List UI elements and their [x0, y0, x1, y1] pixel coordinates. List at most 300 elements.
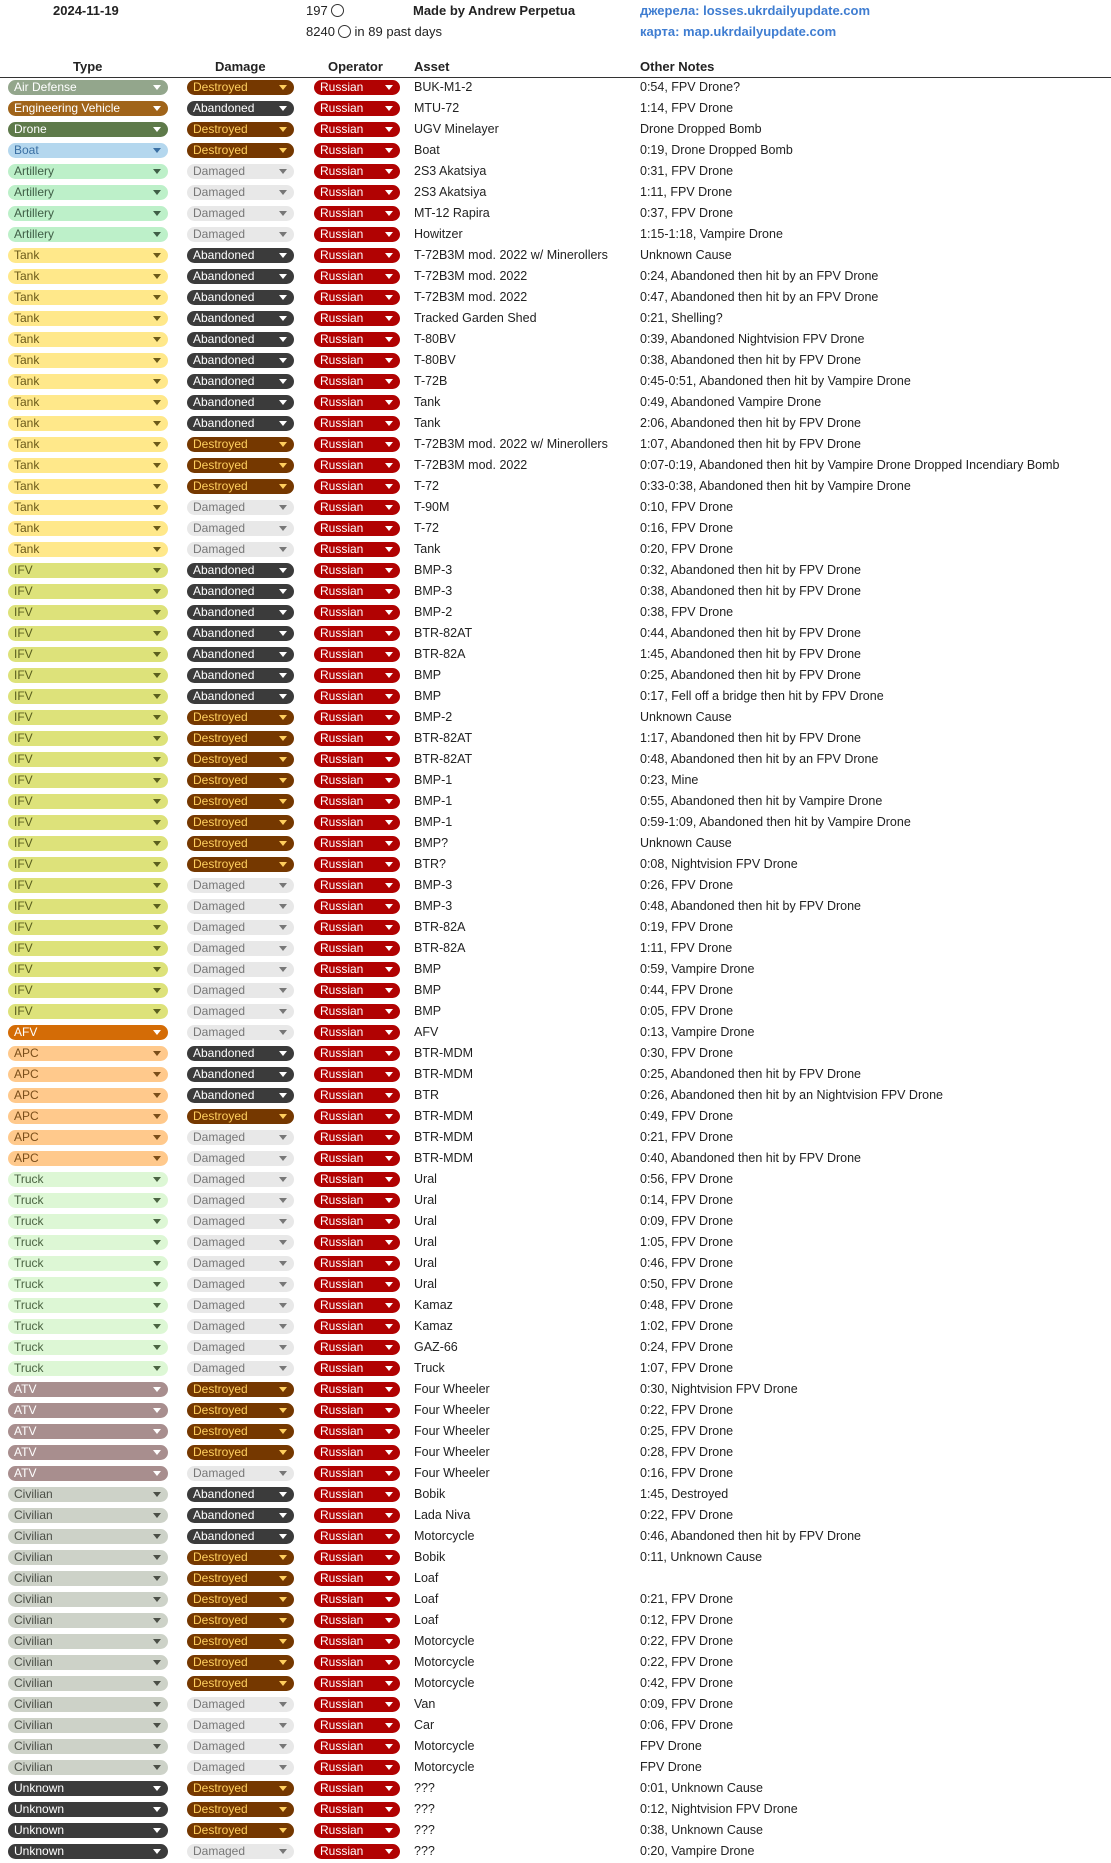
type-dropdown[interactable]: IFV — [8, 878, 168, 893]
type-dropdown[interactable]: Truck — [8, 1319, 168, 1334]
operator-dropdown[interactable]: Russian — [314, 458, 400, 473]
asset-cell[interactable]: BTR-MDM — [414, 1046, 474, 1060]
type-dropdown[interactable]: Civilian — [8, 1508, 168, 1523]
operator-dropdown[interactable]: Russian — [314, 1340, 400, 1355]
asset-cell[interactable]: T-72 — [414, 521, 440, 535]
notes-cell[interactable]: 0:07-0:19, Abandoned then hit by Vampire Drone Dropped Incendiary Bomb — [640, 458, 1060, 472]
type-dropdown[interactable]: IFV — [8, 920, 168, 935]
asset-cell[interactable]: BTR-MDM — [414, 1151, 474, 1165]
damage-dropdown[interactable]: Damaged — [187, 500, 294, 515]
type-dropdown[interactable]: Civilian — [8, 1613, 168, 1628]
notes-cell[interactable]: Unknown Cause — [640, 836, 732, 850]
type-dropdown[interactable]: Tank — [8, 353, 168, 368]
damage-dropdown[interactable]: Destroyed — [187, 1634, 294, 1649]
type-dropdown[interactable]: Truck — [8, 1193, 168, 1208]
operator-dropdown[interactable]: Russian — [314, 1844, 400, 1859]
operator-dropdown[interactable]: Russian — [314, 752, 400, 767]
type-dropdown[interactable]: Civilian — [8, 1697, 168, 1712]
asset-cell[interactable]: BUK-M1-2 — [414, 80, 473, 94]
operator-dropdown[interactable]: Russian — [314, 164, 400, 179]
damage-dropdown[interactable]: Damaged — [187, 542, 294, 557]
asset-cell[interactable]: Ural — [414, 1235, 437, 1249]
asset-cell[interactable]: AFV — [414, 1025, 439, 1039]
asset-cell[interactable]: BTR-82AT — [414, 752, 473, 766]
notes-cell[interactable]: 0:44, FPV Drone — [640, 983, 734, 997]
notes-cell[interactable]: 0:59-1:09, Abandoned then hit by Vampire Drone — [640, 815, 911, 829]
operator-dropdown[interactable]: Russian — [314, 794, 400, 809]
damage-dropdown[interactable]: Damaged — [187, 1172, 294, 1187]
type-dropdown[interactable]: IFV — [8, 899, 168, 914]
notes-cell[interactable]: 0:25, Abandoned then hit by FPV Drone — [640, 668, 861, 682]
operator-dropdown[interactable]: Russian — [314, 1676, 400, 1691]
notes-cell[interactable]: 0:24, Abandoned then hit by an FPV Drone — [640, 269, 879, 283]
operator-dropdown[interactable]: Russian — [314, 1592, 400, 1607]
notes-cell[interactable]: 0:38, Abandoned then hit by FPV Drone — [640, 584, 861, 598]
notes-cell[interactable]: 0:46, Abandoned then hit by FPV Drone — [640, 1529, 861, 1543]
operator-dropdown[interactable]: Russian — [314, 1655, 400, 1670]
damage-dropdown[interactable]: Damaged — [187, 164, 294, 179]
damage-dropdown[interactable]: Abandoned — [187, 290, 294, 305]
asset-cell[interactable]: Ural — [414, 1277, 437, 1291]
type-dropdown[interactable]: Civilian — [8, 1676, 168, 1691]
type-dropdown[interactable]: Tank — [8, 395, 168, 410]
type-dropdown[interactable]: Artillery — [8, 164, 168, 179]
notes-cell[interactable]: 0:39, Abandoned Nightvision FPV Drone — [640, 332, 865, 346]
type-dropdown[interactable]: Civilian — [8, 1592, 168, 1607]
notes-cell[interactable]: 0:54, FPV Drone? — [640, 80, 741, 94]
type-dropdown[interactable]: ATV — [8, 1466, 168, 1481]
damage-dropdown[interactable]: Destroyed — [187, 437, 294, 452]
type-dropdown[interactable]: IFV — [8, 647, 168, 662]
operator-dropdown[interactable]: Russian — [314, 1424, 400, 1439]
operator-dropdown[interactable]: Russian — [314, 1298, 400, 1313]
damage-dropdown[interactable]: Damaged — [187, 521, 294, 536]
damage-dropdown[interactable]: Destroyed — [187, 710, 294, 725]
notes-cell[interactable]: 0:20, Vampire Drone — [640, 1844, 755, 1858]
damage-dropdown[interactable]: Destroyed — [187, 1403, 294, 1418]
operator-dropdown[interactable]: Russian — [314, 101, 400, 116]
damage-dropdown[interactable]: Destroyed — [187, 80, 294, 95]
notes-cell[interactable]: 0:22, FPV Drone — [640, 1655, 734, 1669]
notes-cell[interactable]: 0:26, FPV Drone — [640, 878, 734, 892]
damage-dropdown[interactable]: Destroyed — [187, 1613, 294, 1628]
notes-cell[interactable]: 0:48, FPV Drone — [640, 1298, 734, 1312]
damage-dropdown[interactable]: Destroyed — [187, 1571, 294, 1586]
type-dropdown[interactable]: IFV — [8, 857, 168, 872]
type-dropdown[interactable]: IFV — [8, 836, 168, 851]
damage-dropdown[interactable]: Abandoned — [187, 1088, 294, 1103]
type-dropdown[interactable]: Truck — [8, 1256, 168, 1271]
asset-cell[interactable]: Motorcycle — [414, 1634, 475, 1648]
asset-cell[interactable]: Ural — [414, 1256, 437, 1270]
type-dropdown[interactable]: APC — [8, 1046, 168, 1061]
asset-cell[interactable]: BMP-2 — [414, 605, 453, 619]
type-dropdown[interactable]: Artillery — [8, 227, 168, 242]
asset-cell[interactable]: ??? — [414, 1844, 435, 1858]
notes-cell[interactable]: 0:48, Abandoned then hit by an FPV Drone — [640, 752, 879, 766]
asset-cell[interactable]: MTU-72 — [414, 101, 460, 115]
type-dropdown[interactable]: IFV — [8, 1004, 168, 1019]
asset-cell[interactable]: BMP-3 — [414, 878, 453, 892]
damage-dropdown[interactable]: Abandoned — [187, 374, 294, 389]
operator-dropdown[interactable]: Russian — [314, 920, 400, 935]
damage-dropdown[interactable]: Abandoned — [187, 668, 294, 683]
operator-dropdown[interactable]: Russian — [314, 899, 400, 914]
notes-cell[interactable]: 0:49, FPV Drone — [640, 1109, 734, 1123]
operator-dropdown[interactable]: Russian — [314, 1739, 400, 1754]
operator-dropdown[interactable]: Russian — [314, 1361, 400, 1376]
operator-dropdown[interactable]: Russian — [314, 185, 400, 200]
type-dropdown[interactable]: IFV — [8, 773, 168, 788]
notes-cell[interactable]: 0:37, FPV Drone — [640, 206, 734, 220]
operator-dropdown[interactable]: Russian — [314, 983, 400, 998]
operator-dropdown[interactable]: Russian — [314, 206, 400, 221]
operator-dropdown[interactable]: Russian — [314, 731, 400, 746]
type-dropdown[interactable]: Unknown — [8, 1802, 168, 1817]
damage-dropdown[interactable]: Damaged — [187, 1151, 294, 1166]
notes-cell[interactable]: 0:09, FPV Drone — [640, 1214, 734, 1228]
notes-cell[interactable]: 1:11, FPV Drone — [640, 185, 733, 199]
damage-dropdown[interactable]: Damaged — [187, 1361, 294, 1376]
asset-cell[interactable]: Tank — [414, 416, 441, 430]
type-dropdown[interactable]: IFV — [8, 962, 168, 977]
asset-cell[interactable]: T-72B3M mod. 2022 — [414, 290, 528, 304]
operator-dropdown[interactable]: Russian — [314, 1697, 400, 1712]
damage-dropdown[interactable]: Damaged — [187, 1004, 294, 1019]
damage-dropdown[interactable]: Damaged — [187, 227, 294, 242]
asset-cell[interactable]: MT-12 Rapira — [414, 206, 490, 220]
asset-cell[interactable]: Four Wheeler — [414, 1424, 490, 1438]
notes-cell[interactable]: 0:40, Abandoned then hit by FPV Drone — [640, 1151, 861, 1165]
type-dropdown[interactable]: IFV — [8, 668, 168, 683]
notes-cell[interactable]: 0:44, Abandoned then hit by FPV Drone — [640, 626, 861, 640]
damage-dropdown[interactable]: Abandoned — [187, 1529, 294, 1544]
notes-cell[interactable]: 0:21, FPV Drone — [640, 1130, 734, 1144]
asset-cell[interactable]: BMP-1 — [414, 815, 453, 829]
damage-dropdown[interactable]: Destroyed — [187, 1382, 294, 1397]
damage-dropdown[interactable]: Abandoned — [187, 605, 294, 620]
notes-cell[interactable]: 0:26, Abandoned then hit by an Nightvision FPV Drone — [640, 1088, 943, 1102]
damage-dropdown[interactable]: Damaged — [187, 1235, 294, 1250]
operator-dropdown[interactable]: Russian — [314, 1277, 400, 1292]
operator-dropdown[interactable]: Russian — [314, 1193, 400, 1208]
asset-cell[interactable]: BTR — [414, 1088, 439, 1102]
notes-cell[interactable]: 0:06, FPV Drone — [640, 1718, 734, 1732]
operator-dropdown[interactable]: Russian — [314, 416, 400, 431]
type-dropdown[interactable]: Civilian — [8, 1760, 168, 1775]
operator-dropdown[interactable]: Russian — [314, 689, 400, 704]
damage-dropdown[interactable]: Abandoned — [187, 689, 294, 704]
operator-dropdown[interactable]: Russian — [314, 1256, 400, 1271]
damage-dropdown[interactable]: Abandoned — [187, 647, 294, 662]
notes-cell[interactable]: 1:02, FPV Drone — [640, 1319, 734, 1333]
asset-cell[interactable]: Motorcycle — [414, 1760, 475, 1774]
type-dropdown[interactable]: Unknown — [8, 1844, 168, 1859]
type-dropdown[interactable]: Tank — [8, 290, 168, 305]
damage-dropdown[interactable]: Damaged — [187, 1760, 294, 1775]
sources-link[interactable]: джерела: losses.ukrdailyupdate.com — [640, 3, 871, 18]
operator-dropdown[interactable]: Russian — [314, 1088, 400, 1103]
type-dropdown[interactable]: Engineering Vehicle — [8, 101, 168, 116]
operator-dropdown[interactable]: Russian — [314, 815, 400, 830]
notes-cell[interactable]: 0:48, Abandoned then hit by FPV Drone — [640, 899, 861, 913]
type-dropdown[interactable]: Tank — [8, 521, 168, 536]
notes-cell[interactable]: 0:30, Nightvision FPV Drone — [640, 1382, 798, 1396]
notes-cell[interactable]: 0:24, FPV Drone — [640, 1340, 734, 1354]
operator-dropdown[interactable]: Russian — [314, 80, 400, 95]
damage-dropdown[interactable]: Abandoned — [187, 1046, 294, 1061]
asset-cell[interactable]: BTR-MDM — [414, 1067, 474, 1081]
operator-dropdown[interactable]: Russian — [314, 1319, 400, 1334]
type-dropdown[interactable]: IFV — [8, 752, 168, 767]
operator-dropdown[interactable]: Russian — [314, 542, 400, 557]
asset-cell[interactable]: BTR-MDM — [414, 1109, 474, 1123]
asset-cell[interactable]: BMP — [414, 1004, 442, 1018]
notes-cell[interactable]: Unknown Cause — [640, 248, 732, 262]
asset-cell[interactable]: T-80BV — [414, 353, 456, 367]
map-link[interactable]: карта: map.ukrdailyupdate.com — [640, 24, 837, 39]
notes-cell[interactable]: 0:12, Nightvision FPV Drone — [640, 1802, 798, 1816]
type-dropdown[interactable]: Tank — [8, 479, 168, 494]
asset-cell[interactable]: T-72B3M mod. 2022 — [414, 458, 528, 472]
asset-cell[interactable]: BMP — [414, 668, 442, 682]
operator-dropdown[interactable]: Russian — [314, 1403, 400, 1418]
damage-dropdown[interactable]: Damaged — [187, 878, 294, 893]
operator-dropdown[interactable]: Russian — [314, 395, 400, 410]
notes-cell[interactable]: 0:47, Abandoned then hit by an FPV Drone — [640, 290, 879, 304]
type-dropdown[interactable]: APC — [8, 1109, 168, 1124]
operator-dropdown[interactable]: Russian — [314, 1634, 400, 1649]
notes-cell[interactable]: 0:12, FPV Drone — [640, 1613, 734, 1627]
asset-cell[interactable]: GAZ-66 — [414, 1340, 458, 1354]
asset-cell[interactable]: BMP? — [414, 836, 449, 850]
damage-dropdown[interactable]: Destroyed — [187, 857, 294, 872]
damage-dropdown[interactable]: Damaged — [187, 1466, 294, 1481]
damage-dropdown[interactable]: Damaged — [187, 1340, 294, 1355]
damage-dropdown[interactable]: Destroyed — [187, 1592, 294, 1607]
damage-dropdown[interactable]: Destroyed — [187, 752, 294, 767]
notes-cell[interactable]: 1:14, FPV Drone — [640, 101, 734, 115]
damage-dropdown[interactable]: Damaged — [187, 206, 294, 221]
damage-dropdown[interactable]: Abandoned — [187, 395, 294, 410]
type-dropdown[interactable]: Unknown — [8, 1823, 168, 1838]
asset-cell[interactable]: Motorcycle — [414, 1676, 475, 1690]
operator-dropdown[interactable]: Russian — [314, 122, 400, 137]
damage-dropdown[interactable]: Abandoned — [187, 1487, 294, 1502]
type-dropdown[interactable]: Tank — [8, 311, 168, 326]
asset-cell[interactable]: Motorcycle — [414, 1739, 475, 1753]
notes-cell[interactable]: 2:06, Abandoned then hit by FPV Drone — [640, 416, 861, 430]
asset-cell[interactable]: Loaf — [414, 1613, 439, 1627]
asset-cell[interactable]: Motorcycle — [414, 1655, 475, 1669]
type-dropdown[interactable]: Tank — [8, 500, 168, 515]
type-dropdown[interactable]: IFV — [8, 731, 168, 746]
notes-cell[interactable]: 1:07, FPV Drone — [640, 1361, 734, 1375]
asset-cell[interactable]: BMP — [414, 689, 442, 703]
asset-cell[interactable]: BTR-82AT — [414, 626, 473, 640]
operator-dropdown[interactable]: Russian — [314, 878, 400, 893]
operator-dropdown[interactable]: Russian — [314, 1046, 400, 1061]
damage-dropdown[interactable]: Damaged — [187, 983, 294, 998]
asset-cell[interactable]: Four Wheeler — [414, 1403, 490, 1417]
notes-cell[interactable]: FPV Drone — [640, 1739, 702, 1753]
asset-cell[interactable]: BMP — [414, 962, 442, 976]
operator-dropdown[interactable]: Russian — [314, 227, 400, 242]
type-dropdown[interactable]: Civilian — [8, 1487, 168, 1502]
type-dropdown[interactable]: Civilian — [8, 1739, 168, 1754]
type-dropdown[interactable]: APC — [8, 1151, 168, 1166]
asset-cell[interactable]: Ural — [414, 1193, 437, 1207]
damage-dropdown[interactable]: Destroyed — [187, 1823, 294, 1838]
type-dropdown[interactable]: Truck — [8, 1340, 168, 1355]
operator-dropdown[interactable]: Russian — [314, 479, 400, 494]
operator-dropdown[interactable]: Russian — [314, 1508, 400, 1523]
operator-dropdown[interactable]: Russian — [314, 248, 400, 263]
notes-cell[interactable]: 1:11, FPV Drone — [640, 941, 733, 955]
asset-cell[interactable]: Motorcycle — [414, 1529, 475, 1543]
notes-cell[interactable]: 0:22, FPV Drone — [640, 1634, 734, 1648]
asset-cell[interactable]: ??? — [414, 1823, 435, 1837]
operator-dropdown[interactable]: Russian — [314, 1760, 400, 1775]
type-dropdown[interactable]: ATV — [8, 1382, 168, 1397]
notes-cell[interactable]: FPV Drone — [640, 1760, 702, 1774]
notes-cell[interactable]: 0:45-0:51, Abandoned then hit by Vampire Drone — [640, 374, 911, 388]
type-dropdown[interactable]: IFV — [8, 941, 168, 956]
type-dropdown[interactable]: Civilian — [8, 1634, 168, 1649]
type-dropdown[interactable]: Artillery — [8, 206, 168, 221]
damage-dropdown[interactable]: Abandoned — [187, 416, 294, 431]
operator-dropdown[interactable]: Russian — [314, 773, 400, 788]
notes-cell[interactable]: 0:01, Unknown Cause — [640, 1781, 763, 1795]
operator-dropdown[interactable]: Russian — [314, 332, 400, 347]
operator-dropdown[interactable]: Russian — [314, 143, 400, 158]
operator-dropdown[interactable]: Russian — [314, 1235, 400, 1250]
asset-cell[interactable]: 2S3 Akatsiya — [414, 164, 487, 178]
notes-cell[interactable]: 0:38, FPV Drone — [640, 605, 734, 619]
asset-cell[interactable]: Four Wheeler — [414, 1466, 490, 1480]
asset-cell[interactable]: BTR-82A — [414, 920, 466, 934]
type-dropdown[interactable]: IFV — [8, 626, 168, 641]
asset-cell[interactable]: Kamaz — [414, 1319, 453, 1333]
damage-dropdown[interactable]: Abandoned — [187, 1508, 294, 1523]
type-dropdown[interactable]: Tank — [8, 542, 168, 557]
damage-dropdown[interactable]: Damaged — [187, 1718, 294, 1733]
asset-cell[interactable]: ??? — [414, 1781, 435, 1795]
damage-dropdown[interactable]: Damaged — [187, 1697, 294, 1712]
asset-cell[interactable]: T-72B3M mod. 2022 w/ Minerollers — [414, 248, 608, 262]
type-dropdown[interactable]: Boat — [8, 143, 168, 158]
damage-dropdown[interactable]: Damaged — [187, 1319, 294, 1334]
asset-cell[interactable]: BMP-3 — [414, 584, 453, 598]
damage-dropdown[interactable]: Destroyed — [187, 1550, 294, 1565]
asset-cell[interactable]: Lada Niva — [414, 1508, 471, 1522]
type-dropdown[interactable]: ATV — [8, 1424, 168, 1439]
operator-dropdown[interactable]: Russian — [314, 1445, 400, 1460]
asset-cell[interactable]: BTR-82AT — [414, 731, 473, 745]
operator-dropdown[interactable]: Russian — [314, 1571, 400, 1586]
type-dropdown[interactable]: APC — [8, 1088, 168, 1103]
operator-dropdown[interactable]: Russian — [314, 563, 400, 578]
operator-dropdown[interactable]: Russian — [314, 584, 400, 599]
operator-dropdown[interactable]: Russian — [314, 1025, 400, 1040]
type-dropdown[interactable]: Truck — [8, 1235, 168, 1250]
damage-dropdown[interactable]: Abandoned — [187, 269, 294, 284]
notes-cell[interactable]: 0:32, Abandoned then hit by FPV Drone — [640, 563, 861, 577]
operator-dropdown[interactable]: Russian — [314, 1151, 400, 1166]
asset-cell[interactable]: BTR-82A — [414, 941, 466, 955]
asset-cell[interactable]: Four Wheeler — [414, 1382, 490, 1396]
notes-cell[interactable]: 0:25, FPV Drone — [640, 1424, 734, 1438]
damage-dropdown[interactable]: Damaged — [187, 1739, 294, 1754]
asset-cell[interactable]: Four Wheeler — [414, 1445, 490, 1459]
operator-dropdown[interactable]: Russian — [314, 1004, 400, 1019]
notes-cell[interactable]: 1:45, Abandoned then hit by FPV Drone — [640, 647, 861, 661]
operator-dropdown[interactable]: Russian — [314, 836, 400, 851]
operator-dropdown[interactable]: Russian — [314, 1067, 400, 1082]
operator-dropdown[interactable]: Russian — [314, 374, 400, 389]
operator-dropdown[interactable]: Russian — [314, 941, 400, 956]
asset-cell[interactable]: Truck — [414, 1361, 445, 1375]
type-dropdown[interactable]: IFV — [8, 983, 168, 998]
asset-cell[interactable]: Kamaz — [414, 1298, 453, 1312]
damage-dropdown[interactable]: Abandoned — [187, 1067, 294, 1082]
asset-cell[interactable]: Loaf — [414, 1592, 439, 1606]
type-dropdown[interactable]: Artillery — [8, 185, 168, 200]
asset-cell[interactable]: BMP-3 — [414, 563, 453, 577]
type-dropdown[interactable]: Civilian — [8, 1550, 168, 1565]
notes-cell[interactable]: 0:38, Abandoned then hit by FPV Drone — [640, 353, 861, 367]
notes-cell[interactable]: 0:42, FPV Drone — [640, 1676, 734, 1690]
damage-dropdown[interactable]: Destroyed — [187, 458, 294, 473]
damage-dropdown[interactable]: Destroyed — [187, 815, 294, 830]
damage-dropdown[interactable]: Damaged — [187, 1277, 294, 1292]
type-dropdown[interactable]: IFV — [8, 794, 168, 809]
notes-cell[interactable]: 0:17, Fell off a bridge then hit by FPV Drone — [640, 689, 884, 703]
damage-dropdown[interactable]: Destroyed — [187, 1109, 294, 1124]
operator-dropdown[interactable]: Russian — [314, 290, 400, 305]
type-dropdown[interactable]: Truck — [8, 1361, 168, 1376]
notes-cell[interactable]: 0:14, FPV Drone — [640, 1193, 734, 1207]
type-dropdown[interactable]: Tank — [8, 248, 168, 263]
asset-cell[interactable]: Loaf — [414, 1571, 439, 1585]
asset-cell[interactable]: BMP — [414, 983, 442, 997]
notes-cell[interactable]: 0:55, Abandoned then hit by Vampire Drone — [640, 794, 883, 808]
notes-cell[interactable]: 0:13, Vampire Drone — [640, 1025, 755, 1039]
type-dropdown[interactable]: Civilian — [8, 1571, 168, 1586]
type-dropdown[interactable]: Tank — [8, 437, 168, 452]
damage-dropdown[interactable]: Destroyed — [187, 1445, 294, 1460]
operator-dropdown[interactable]: Russian — [314, 1781, 400, 1796]
operator-dropdown[interactable]: Russian — [314, 626, 400, 641]
notes-cell[interactable]: 1:17, Abandoned then hit by FPV Drone — [640, 731, 861, 745]
notes-cell[interactable]: 1:45, Destroyed — [640, 1487, 729, 1501]
notes-cell[interactable]: 0:21, FPV Drone — [640, 1592, 734, 1606]
type-dropdown[interactable]: IFV — [8, 815, 168, 830]
operator-dropdown[interactable]: Russian — [314, 353, 400, 368]
notes-cell[interactable]: 0:38, Unknown Cause — [640, 1823, 763, 1837]
asset-cell[interactable]: UGV Minelayer — [414, 122, 499, 136]
asset-cell[interactable]: Boat — [414, 143, 440, 157]
operator-dropdown[interactable]: Russian — [314, 710, 400, 725]
type-dropdown[interactable]: ATV — [8, 1403, 168, 1418]
operator-dropdown[interactable]: Russian — [314, 1172, 400, 1187]
asset-cell[interactable]: BMP-1 — [414, 773, 453, 787]
damage-dropdown[interactable]: Damaged — [187, 1298, 294, 1313]
damage-dropdown[interactable]: Abandoned — [187, 626, 294, 641]
operator-dropdown[interactable]: Russian — [314, 668, 400, 683]
asset-cell[interactable]: BTR-MDM — [414, 1130, 474, 1144]
operator-dropdown[interactable]: Russian — [314, 1130, 400, 1145]
